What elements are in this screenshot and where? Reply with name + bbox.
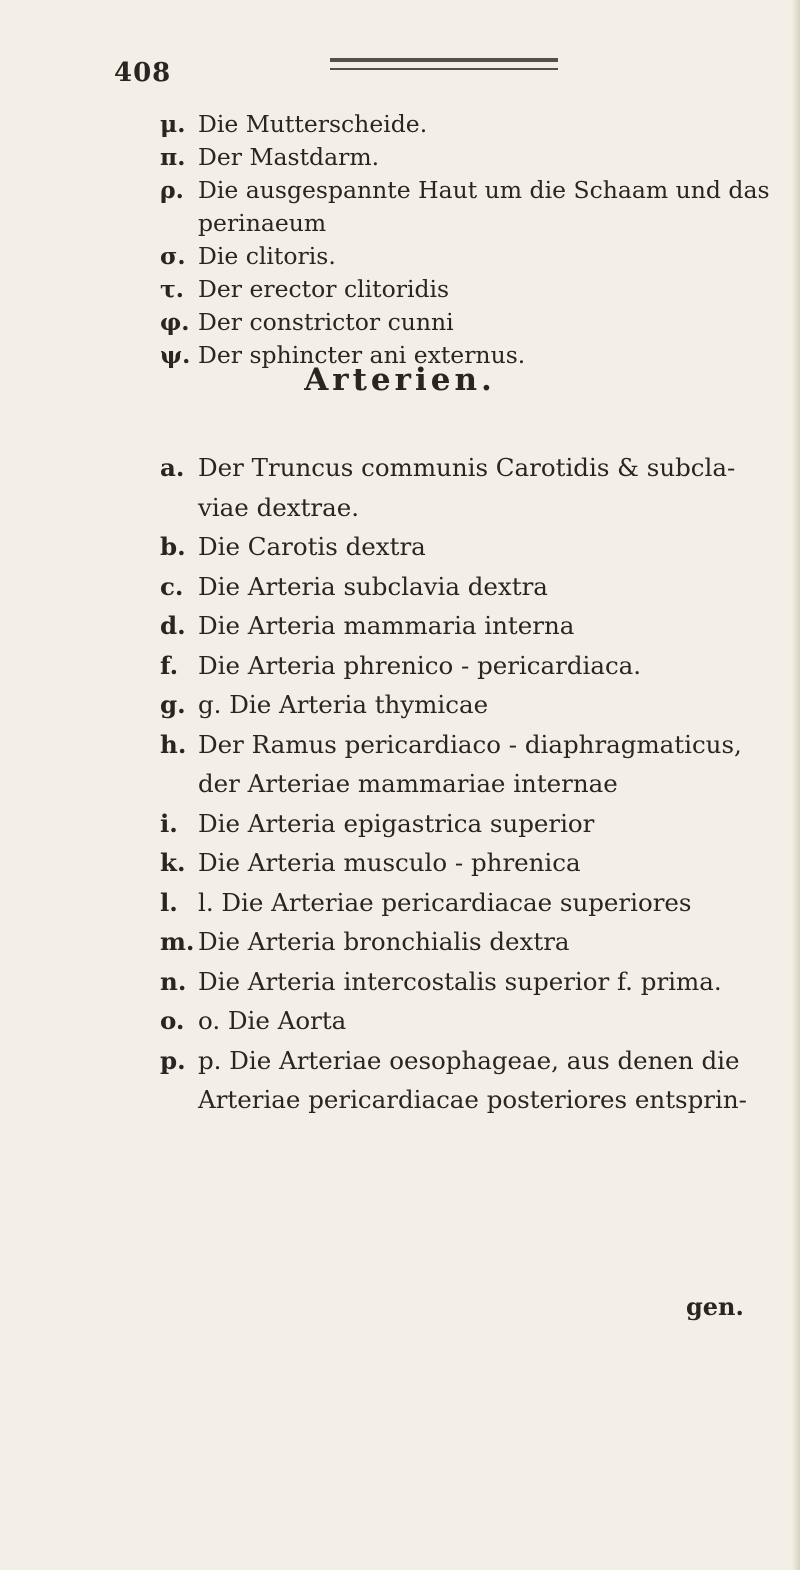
entry-mark: σ. xyxy=(160,242,186,270)
upper-entry-list xyxy=(160,108,770,372)
entry-mark: μ. xyxy=(160,110,186,138)
entry-text: Die Arteria phrenico - pericardiaca. xyxy=(198,650,642,680)
list-item xyxy=(160,804,780,844)
list-item xyxy=(160,962,780,1002)
entry-mark: m. xyxy=(160,927,195,956)
entry-text: Die Arteria subclavia dextra xyxy=(198,571,548,601)
entry-mark: l. xyxy=(160,887,178,917)
arteries-entry-list xyxy=(160,448,780,1120)
header-rule xyxy=(330,58,558,70)
list-item xyxy=(160,685,780,725)
entry-text: Die Arteria bronchialis dextra xyxy=(198,927,570,956)
entry-mark: π. xyxy=(160,143,186,171)
entry-text: Die Arteria mammaria interna xyxy=(198,611,575,640)
entry-mark: o. xyxy=(160,1006,185,1035)
list-item xyxy=(160,843,780,883)
list-item xyxy=(160,240,770,273)
entry-continuation: Arteriae pericardiacae posteriores entsprin- xyxy=(198,1085,747,1114)
entry-text: l. Die Arteriae pericardiacae superiores xyxy=(198,887,692,917)
list-item xyxy=(160,883,780,923)
entry-mark: n. xyxy=(160,966,187,996)
entry-text: Die clitoris. xyxy=(198,242,336,270)
entry-mark: τ. xyxy=(160,275,184,303)
entry-text: Der erector clitoridis xyxy=(198,275,450,303)
entry-mark: b. xyxy=(160,532,186,561)
list-item xyxy=(160,1041,780,1081)
page-edge-shadow xyxy=(792,0,800,1570)
list-item xyxy=(160,306,770,339)
entry-text: Die Arteria intercostalis superior f. prima. xyxy=(198,966,722,996)
entry-mark: k. xyxy=(160,848,186,877)
list-item xyxy=(160,922,780,962)
list-item xyxy=(160,1001,780,1041)
list-item xyxy=(160,273,770,306)
entry-text: Der sphincter ani externus. xyxy=(198,341,526,369)
list-item xyxy=(160,646,780,686)
page-number: 408 xyxy=(114,58,172,88)
entry-mark: φ. xyxy=(160,308,190,336)
entry-text: Der constrictor cunni xyxy=(198,308,454,336)
entry-mark: a. xyxy=(160,453,185,482)
list-item xyxy=(160,606,780,646)
list-item xyxy=(160,725,780,765)
entry-mark: d. xyxy=(160,611,186,640)
entry-text: o. Die Aorta xyxy=(198,1006,347,1035)
entry-text: Die Arteria musculo - phrenica xyxy=(198,848,581,877)
entry-mark: h. xyxy=(160,729,187,759)
entry-mark: g. xyxy=(160,690,186,719)
entry-mark: c. xyxy=(160,571,184,601)
list-item xyxy=(160,141,770,174)
entry-text: g. Die Arteria thymicae xyxy=(198,690,489,719)
entry-mark: f. xyxy=(160,650,179,680)
entry-mark: i. xyxy=(160,808,178,838)
list-item xyxy=(160,174,770,240)
entry-mark: ρ. xyxy=(160,176,184,204)
list-item xyxy=(160,448,780,488)
entry-continuation: der Arteriae mammariae internae xyxy=(198,769,618,798)
entry-text: p. Die Arteriae oesophageae, aus denen die xyxy=(198,1045,740,1075)
list-item xyxy=(160,108,770,141)
section-heading: Arterien. xyxy=(304,362,496,398)
entry-mark: ψ. xyxy=(160,341,191,369)
entry-text: Der Ramus pericardiaco - diaphragmaticus, xyxy=(198,729,742,759)
entry-text: Der Mastdarm. xyxy=(198,143,380,171)
list-item xyxy=(160,567,780,607)
entry-text: Die Carotis dextra xyxy=(198,532,426,561)
catchword: gen. xyxy=(686,1292,744,1321)
entry-continuation: viae dextrae. xyxy=(198,492,360,522)
entry-mark: p. xyxy=(160,1045,186,1075)
list-item xyxy=(160,527,780,567)
entry-text: Der Truncus communis Carotidis & subcla- xyxy=(198,453,736,482)
entry-text: Die Arteria epigastrica superior xyxy=(198,808,595,838)
entry-text: Die ausgespannte Haut um die Schaam und das perinaeum xyxy=(198,176,770,237)
entry-text: Die Mutterscheide. xyxy=(198,110,428,138)
